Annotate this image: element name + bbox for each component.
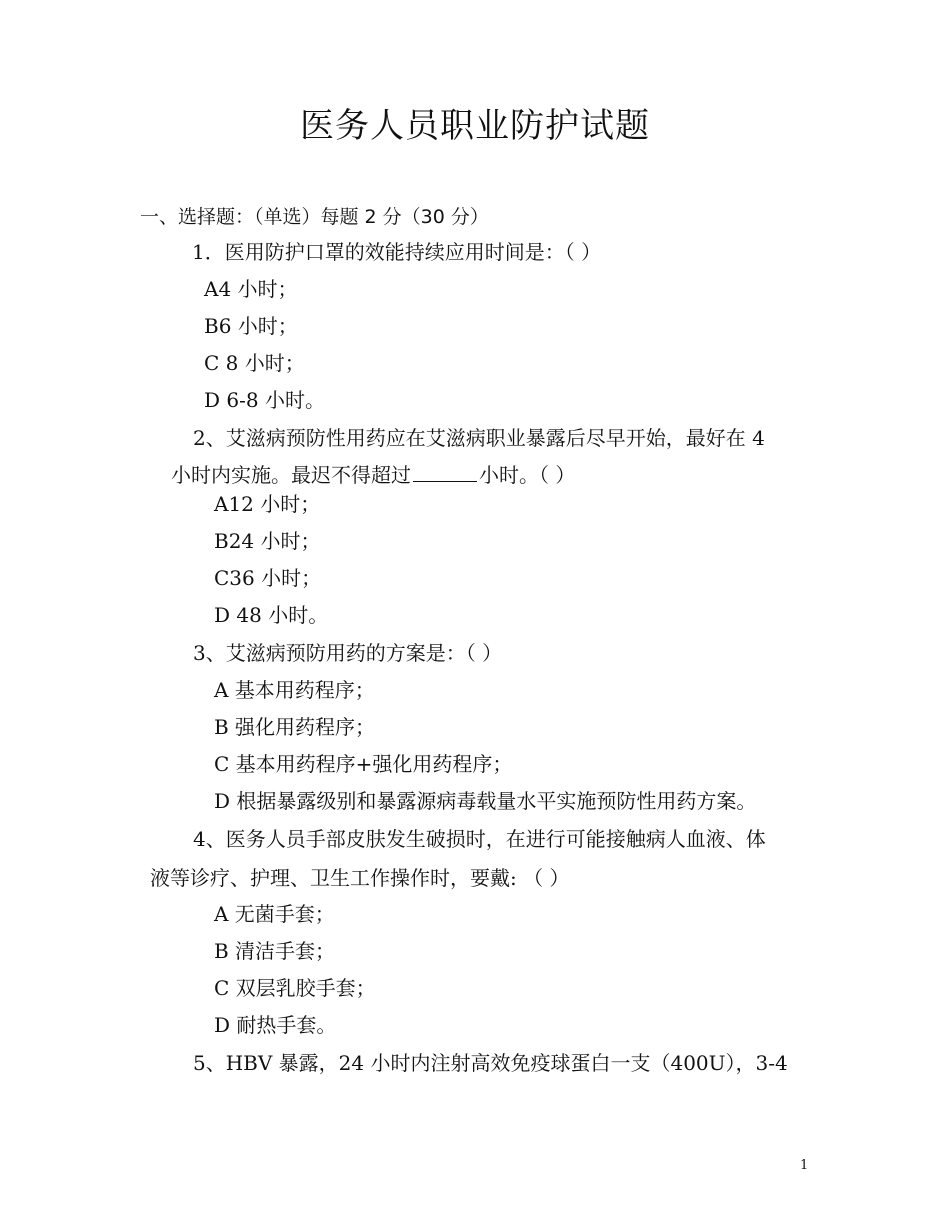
question-4-option-b: B 清洁手套； xyxy=(214,939,336,963)
question-3-option-d: D 根据暴露级别和暴露源病毒载量水平实施预防性用药方案。 xyxy=(214,789,757,813)
question-3-text: 3、艾滋病预防用药的方案是：（ ） xyxy=(193,641,503,665)
page-number: 1 xyxy=(800,1158,809,1173)
question-2-option-c: C36 小时； xyxy=(214,566,322,590)
question-3-option-b: B 强化用药程序； xyxy=(214,715,376,739)
question-2-text-line-2 xyxy=(171,459,575,488)
question-1-option-b: B6 小时； xyxy=(204,314,298,338)
question-2-text-line-1: 2、艾滋病预防性用药应在艾滋病职业暴露后尽早开始，最好在 4 xyxy=(193,426,765,450)
question-4-text-line-2: 液等诊疗、护理、卫生工作操作时，要戴: （ ） xyxy=(150,866,570,890)
answer-blank xyxy=(413,463,477,482)
question-2-option-d: D 48 小时。 xyxy=(214,603,329,627)
section-heading: 一、选择题：（单选）每题 2 分（30 分） xyxy=(140,206,489,228)
question-2-text-part-a: 小时内实施。最迟不得超过 xyxy=(171,463,411,487)
question-4-text-line-1: 4、医务人员手部皮肤发生破损时，在进行可能接触病人血液、体 xyxy=(193,827,766,851)
question-2-text-part-b: 小时。（ ） xyxy=(479,463,576,487)
question-4-option-a: A 无菌手套； xyxy=(214,902,335,926)
question-2-option-b: B24 小时； xyxy=(214,529,321,553)
question-3-option-a: A 基本用药程序； xyxy=(214,678,375,702)
question-1-option-d: D 6-8 小时。 xyxy=(204,388,325,412)
page-title: 医务人员职业防护试题 xyxy=(300,106,650,146)
question-5-text: 5、HBV 暴露，24 小时内注射高效免疫球蛋白一支（400U），3-4 xyxy=(193,1051,788,1075)
question-1-option-c: C 8 小时； xyxy=(204,351,305,375)
question-4-option-c: C 双层乳胶手套； xyxy=(214,976,376,1000)
question-1-option-a: A4 小时； xyxy=(204,277,298,301)
question-4-option-d: D 耐热手套。 xyxy=(214,1013,337,1037)
question-1-text: 1．医用防护口罩的效能持续应用时间是：（ ） xyxy=(192,240,602,264)
question-3-option-c: C 基本用药程序+强化用药程序； xyxy=(214,752,513,776)
question-2-option-a: A12 小时； xyxy=(214,492,321,516)
